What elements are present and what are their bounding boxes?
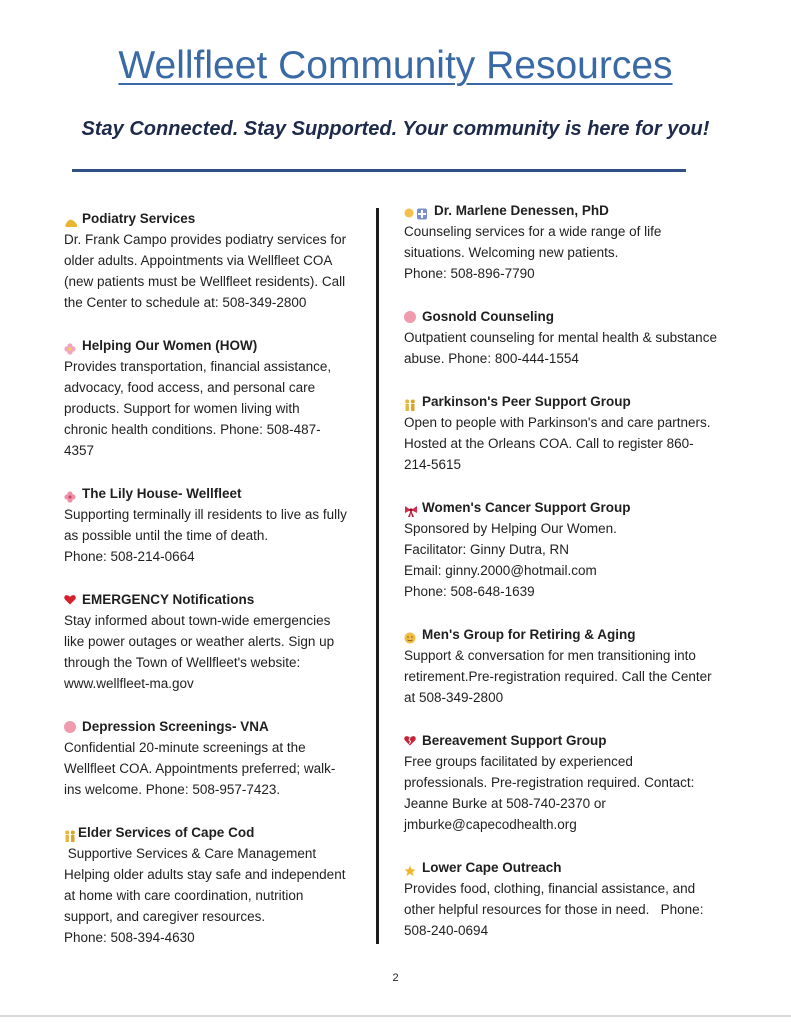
resource-text-line: advocacy, food access, and personal care [64,380,316,395]
resource-text-line: Facilitator: Ginny Dutra, RN [404,542,570,557]
resource-text-line: Phone: 508-394-4630 [64,930,195,945]
resource-text-line: Open to people with Parkinson's and care partners. [404,415,711,430]
resource-text-line: chronic health conditions. Phone: 508-487- [64,422,321,437]
resource-text-line: Wellfleet COA. Appointments preferred; walk- [64,761,336,776]
resource-title: Lower Cape Outreach [422,860,562,875]
resource-bereavement [404,730,734,835]
flower-icon [64,488,76,500]
resource-text-line: other helpful resources for those in need. Phone: [404,902,704,917]
heart-icon [64,594,76,605]
resource-title: Depression Screenings- VNA [82,719,269,734]
resource-title: EMERGENCY Notifications [82,592,255,607]
resource-text-line: at 508-349-2800 [404,690,504,705]
resource-text-line: the Center to schedule at: 508-349-2800 [64,295,307,310]
resource-parkinsons [404,391,734,475]
resource-text-line: Hosted at the Orleans COA. Call to register 860- [404,436,694,451]
resource-lily-house [64,483,364,567]
resource-text-line: at home with care coordination, nutrition [64,888,304,903]
resource-text-line: older adults. Appointments via Wellfleet COA [64,253,333,268]
resource-text-line: www.wellfleet-ma.gov [64,676,194,691]
resource-text-line: retirement.Pre-registration required. Call the Center [404,669,712,684]
resource-lower-cape-outreach [404,857,734,941]
resource-title: Gosnold Counseling [422,309,554,324]
page-title: Wellfleet Community Resources [118,44,673,87]
resource-title: Women's Cancer Support Group [422,500,631,515]
resource-text-line: support, and caregiver resources. [64,909,266,924]
resource-emergency [64,589,364,694]
resource-text-line: Counseling services for a wide range of life [404,224,662,239]
resource-text-line: Sponsored by Helping Our Women. [404,521,617,536]
face-icon [404,629,416,641]
brain-icon [64,721,76,733]
resource-text-line: (new patients must be Wellfleet residents). Call [64,274,346,289]
resource-text-line: Jeanne Burke at 508-740-2370 or [404,796,606,811]
left-column [64,208,364,970]
flower-icon [64,340,76,352]
resource-text-line: Provides food, clothing, financial assistance, and [404,881,696,896]
resource-text-line: jmburke@capecodhealth.org [404,817,577,832]
resource-text-line: Phone: 508-648-1639 [404,584,535,599]
brain-icon [404,311,416,323]
resource-text-line: like power outages or weather alerts. Sign up [64,634,335,649]
ribbon-icon [404,502,416,514]
resource-text-line: Supporting terminally ill residents to live as fully [64,507,347,522]
resource-text-line: Support & conversation for men transitioning into [404,648,696,663]
resource-title: The Lily House- Wellfleet [82,486,242,501]
resource-text-line: Free groups facilitated by experienced [404,754,633,769]
header-divider [72,169,686,172]
resource-text-line: ins welcome. Phone: 508-957-7423. [64,782,281,797]
resource-text-line: 214-5615 [404,457,462,472]
resource-text-line: Outpatient counseling for mental health & substance [404,330,717,345]
page-bottom-edge [0,1015,791,1017]
resource-text-line: products. Support for women living with [64,401,300,416]
resource-text-line: Supportive Services & Care Management [64,846,317,861]
resource-title: Men's Group for Retiring & Aging [422,627,636,642]
resource-text-line: abuse. Phone: 800-444-1554 [404,351,579,366]
foot-icon [64,213,76,225]
resource-text-line: Email: ginny.2000@hotmail.com [404,563,597,578]
resource-text-line: Confidential 20-minute screenings at the [64,740,306,755]
resource-text-line: Helping older adults stay safe and independent [64,867,346,882]
resource-how [64,335,364,461]
resource-text-line: Stay informed about town-wide emergencies [64,613,331,628]
resource-title: Bereavement Support Group [422,733,607,748]
column-divider [376,208,379,944]
resource-text-line: Provides transportation, financial assistance, [64,359,332,374]
resource-text-line: as possible until the time of death. [64,528,269,543]
resource-text-line: 4357 [64,443,95,458]
resource-title: Parkinson's Peer Support Group [422,394,631,409]
resource-text-line: situations. Welcoming new patients. [404,245,619,260]
resource-text-line: 508-240-0694 [404,923,489,938]
resource-elder-services [64,822,364,948]
page-number: 2 [392,972,399,984]
resource-depression-screenings [64,716,364,800]
resource-text-line: Phone: 508-896-7790 [404,266,535,281]
people-icon [64,827,76,839]
resource-title: Elder Services of Cape Cod [78,825,255,840]
resource-podiatry [64,208,364,313]
resource-mens-group [404,624,734,708]
broken-heart-icon [404,735,416,746]
resource-title: Podiatry Services [82,211,196,226]
resource-gosnold [404,306,734,369]
resource-womens-cancer [404,497,734,602]
resource-title: Helping Our Women (HOW) [82,338,258,353]
resource-text-line: Dr. Frank Campo provides podiatry services for [64,232,347,247]
resource-text-line: through the Town of Wellfleet's website: [64,655,301,670]
resource-dr-denessen [404,200,734,284]
star-icon [404,862,416,874]
right-column [404,200,734,963]
doctor-icon [404,205,428,217]
people-icon [404,396,416,408]
resource-text-line: professionals. Pre-registration required. Contact: [404,775,695,790]
resource-title: Dr. Marlene Denessen, PhD [434,203,609,218]
resource-text-line: Phone: 508-214-0664 [64,549,195,564]
tagline: Stay Connected. Stay Supported. Your community is here for you! [81,118,710,140]
